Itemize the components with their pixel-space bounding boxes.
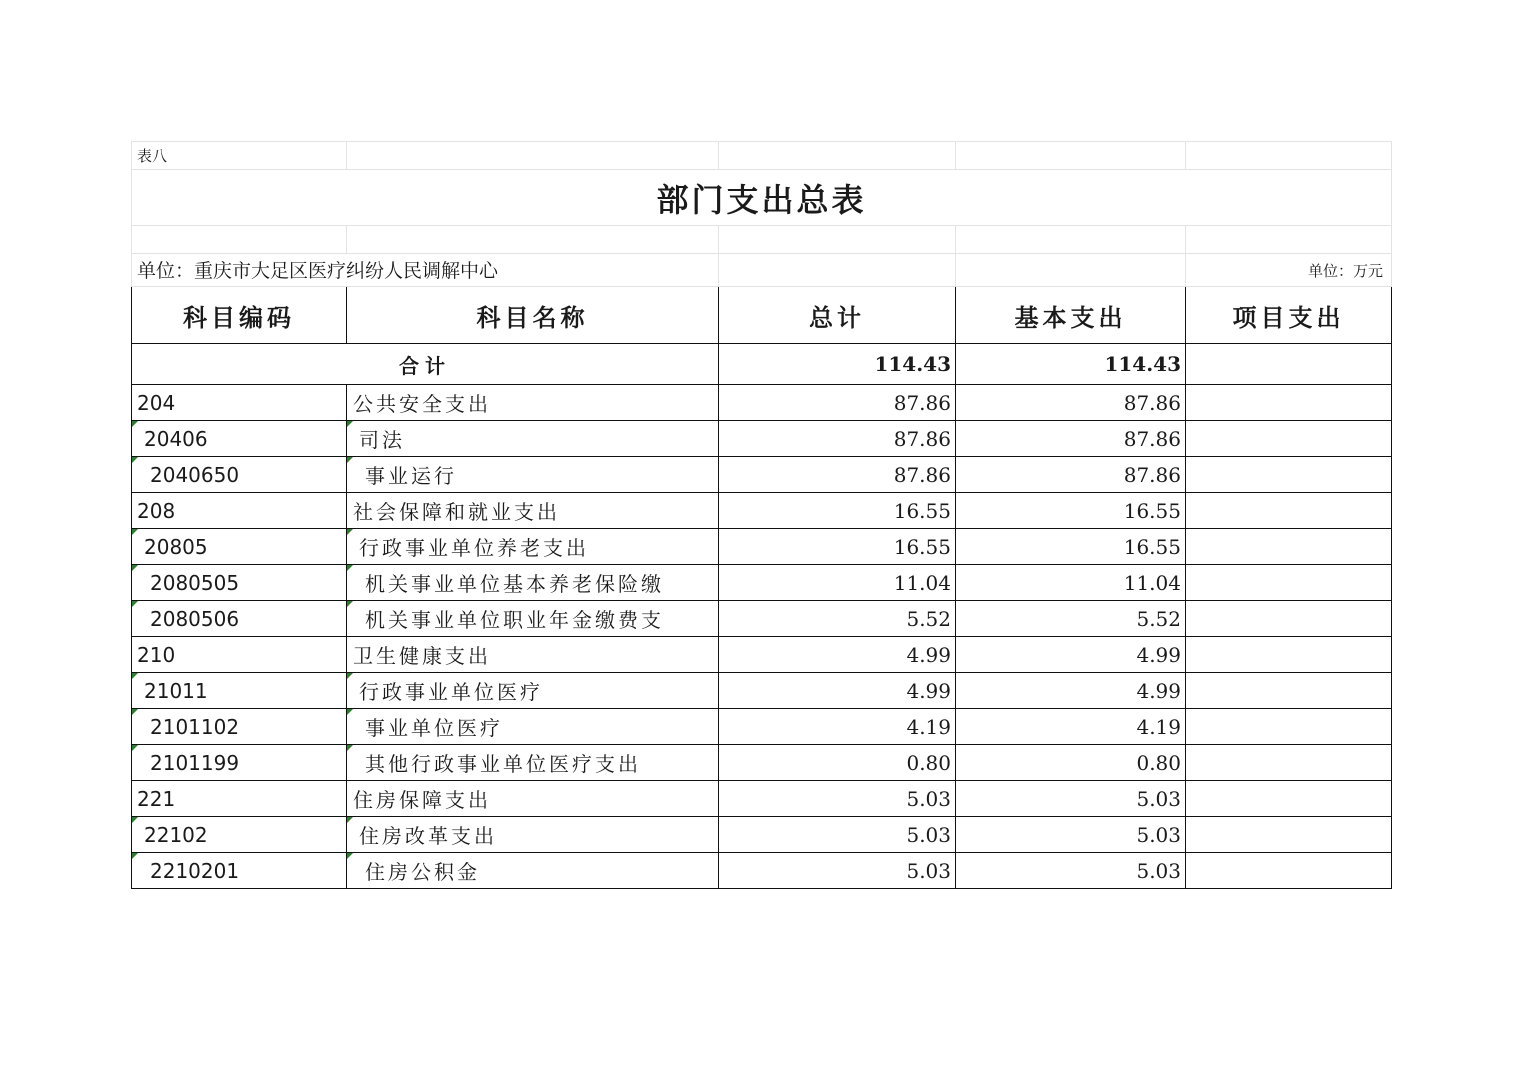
title-row: [132, 170, 1392, 226]
cell-name: 公共安全支出: [347, 385, 719, 421]
cell-name: 住房改革支出: [347, 817, 719, 853]
cell-total: 5.03: [719, 781, 956, 817]
table-row: [132, 781, 1392, 817]
cell-project: [1186, 781, 1392, 817]
cell-total: 11.04: [719, 565, 956, 601]
total-project: [1186, 344, 1392, 385]
total-label: 合计: [132, 344, 719, 385]
table-row: [132, 637, 1392, 673]
cell-name: 住房公积金: [347, 853, 719, 889]
table-row: [132, 817, 1392, 853]
header-row: [132, 287, 1392, 344]
cell-name: 行政事业单位养老支出: [347, 529, 719, 565]
cell-basic: 16.55: [956, 529, 1186, 565]
expenditure-sheet: [131, 141, 1391, 889]
table-row: [132, 565, 1392, 601]
cell-project: [1186, 817, 1392, 853]
cell-project: [1186, 421, 1392, 457]
cell-total: 5.52: [719, 601, 956, 637]
total-total: 114.43: [719, 344, 956, 385]
cell-project: [1186, 493, 1392, 529]
table-label-row: [132, 142, 1392, 170]
table-row: [132, 673, 1392, 709]
cell-code: 2101199: [132, 745, 347, 781]
cell-project: [1186, 853, 1392, 889]
cell-name: 事业单位医疗: [347, 709, 719, 745]
header-basic: 基本支出: [956, 287, 1186, 344]
table-row: [132, 709, 1392, 745]
cell-name: 机关事业单位基本养老保险缴: [347, 565, 719, 601]
cell-total: 4.99: [719, 637, 956, 673]
page-title: 部门支出总表: [132, 170, 1392, 226]
cell-basic: 4.19: [956, 709, 1186, 745]
cell-basic: 4.99: [956, 673, 1186, 709]
cell-code: 22102: [132, 817, 347, 853]
cell-project: [1186, 601, 1392, 637]
cell-total: 4.19: [719, 709, 956, 745]
unit-currency: 单位：万元: [1186, 254, 1392, 287]
total-row: [132, 344, 1392, 385]
cell-total: 16.55: [719, 529, 956, 565]
header-code: 科目编码: [132, 287, 347, 344]
header-project: 项目支出: [1186, 287, 1392, 344]
cell-name: 机关事业单位职业年金缴费支: [347, 601, 719, 637]
cell-code: 2210201: [132, 853, 347, 889]
cell-code: 2040650: [132, 457, 347, 493]
cell-basic: 5.52: [956, 601, 1186, 637]
cell-code: 221: [132, 781, 347, 817]
unit-organization: 单位：重庆市大足区医疗纠纷人民调解中心: [132, 254, 719, 287]
cell-project: [1186, 385, 1392, 421]
cell-basic: 87.86: [956, 457, 1186, 493]
cell-basic: 0.80: [956, 745, 1186, 781]
cell-basic: 5.03: [956, 781, 1186, 817]
cell-code: 2101102: [132, 709, 347, 745]
cell-total: 5.03: [719, 853, 956, 889]
table-row: [132, 853, 1392, 889]
expenditure-table: [131, 141, 1392, 889]
cell-name: 社会保障和就业支出: [347, 493, 719, 529]
table-label: 表八: [132, 142, 347, 170]
table-row: [132, 601, 1392, 637]
cell-code: 204: [132, 385, 347, 421]
cell-code: 2080505: [132, 565, 347, 601]
cell-basic: 87.86: [956, 385, 1186, 421]
header-total: 总计: [719, 287, 956, 344]
cell-basic: 5.03: [956, 853, 1186, 889]
cell-name: 行政事业单位医疗: [347, 673, 719, 709]
cell-code: 20406: [132, 421, 347, 457]
header-name: 科目名称: [347, 287, 719, 344]
unit-row: [132, 254, 1392, 287]
cell-total: 5.03: [719, 817, 956, 853]
cell-basic: 16.55: [956, 493, 1186, 529]
cell-code: 21011: [132, 673, 347, 709]
total-basic: 114.43: [956, 344, 1186, 385]
cell-name: 卫生健康支出: [347, 637, 719, 673]
cell-name: 事业运行: [347, 457, 719, 493]
table-row: [132, 493, 1392, 529]
cell-total: 87.86: [719, 457, 956, 493]
table-row: [132, 457, 1392, 493]
cell-project: [1186, 529, 1392, 565]
cell-total: 0.80: [719, 745, 956, 781]
table-row: [132, 385, 1392, 421]
cell-basic: 4.99: [956, 637, 1186, 673]
cell-project: [1186, 637, 1392, 673]
cell-name: 住房保障支出: [347, 781, 719, 817]
table-row: [132, 745, 1392, 781]
table-row: [132, 529, 1392, 565]
cell-name: 司法: [347, 421, 719, 457]
cell-code: 208: [132, 493, 347, 529]
cell-project: [1186, 673, 1392, 709]
cell-project: [1186, 457, 1392, 493]
cell-project: [1186, 709, 1392, 745]
cell-basic: 5.03: [956, 817, 1186, 853]
table-row: [132, 421, 1392, 457]
cell-total: 4.99: [719, 673, 956, 709]
cell-code: 210: [132, 637, 347, 673]
blank-row: [132, 226, 1392, 254]
cell-project: [1186, 745, 1392, 781]
cell-project: [1186, 565, 1392, 601]
cell-code: 2080506: [132, 601, 347, 637]
cell-name: 其他行政事业单位医疗支出: [347, 745, 719, 781]
cell-total: 87.86: [719, 421, 956, 457]
cell-total: 87.86: [719, 385, 956, 421]
cell-code: 20805: [132, 529, 347, 565]
cell-total: 16.55: [719, 493, 956, 529]
cell-basic: 87.86: [956, 421, 1186, 457]
cell-basic: 11.04: [956, 565, 1186, 601]
